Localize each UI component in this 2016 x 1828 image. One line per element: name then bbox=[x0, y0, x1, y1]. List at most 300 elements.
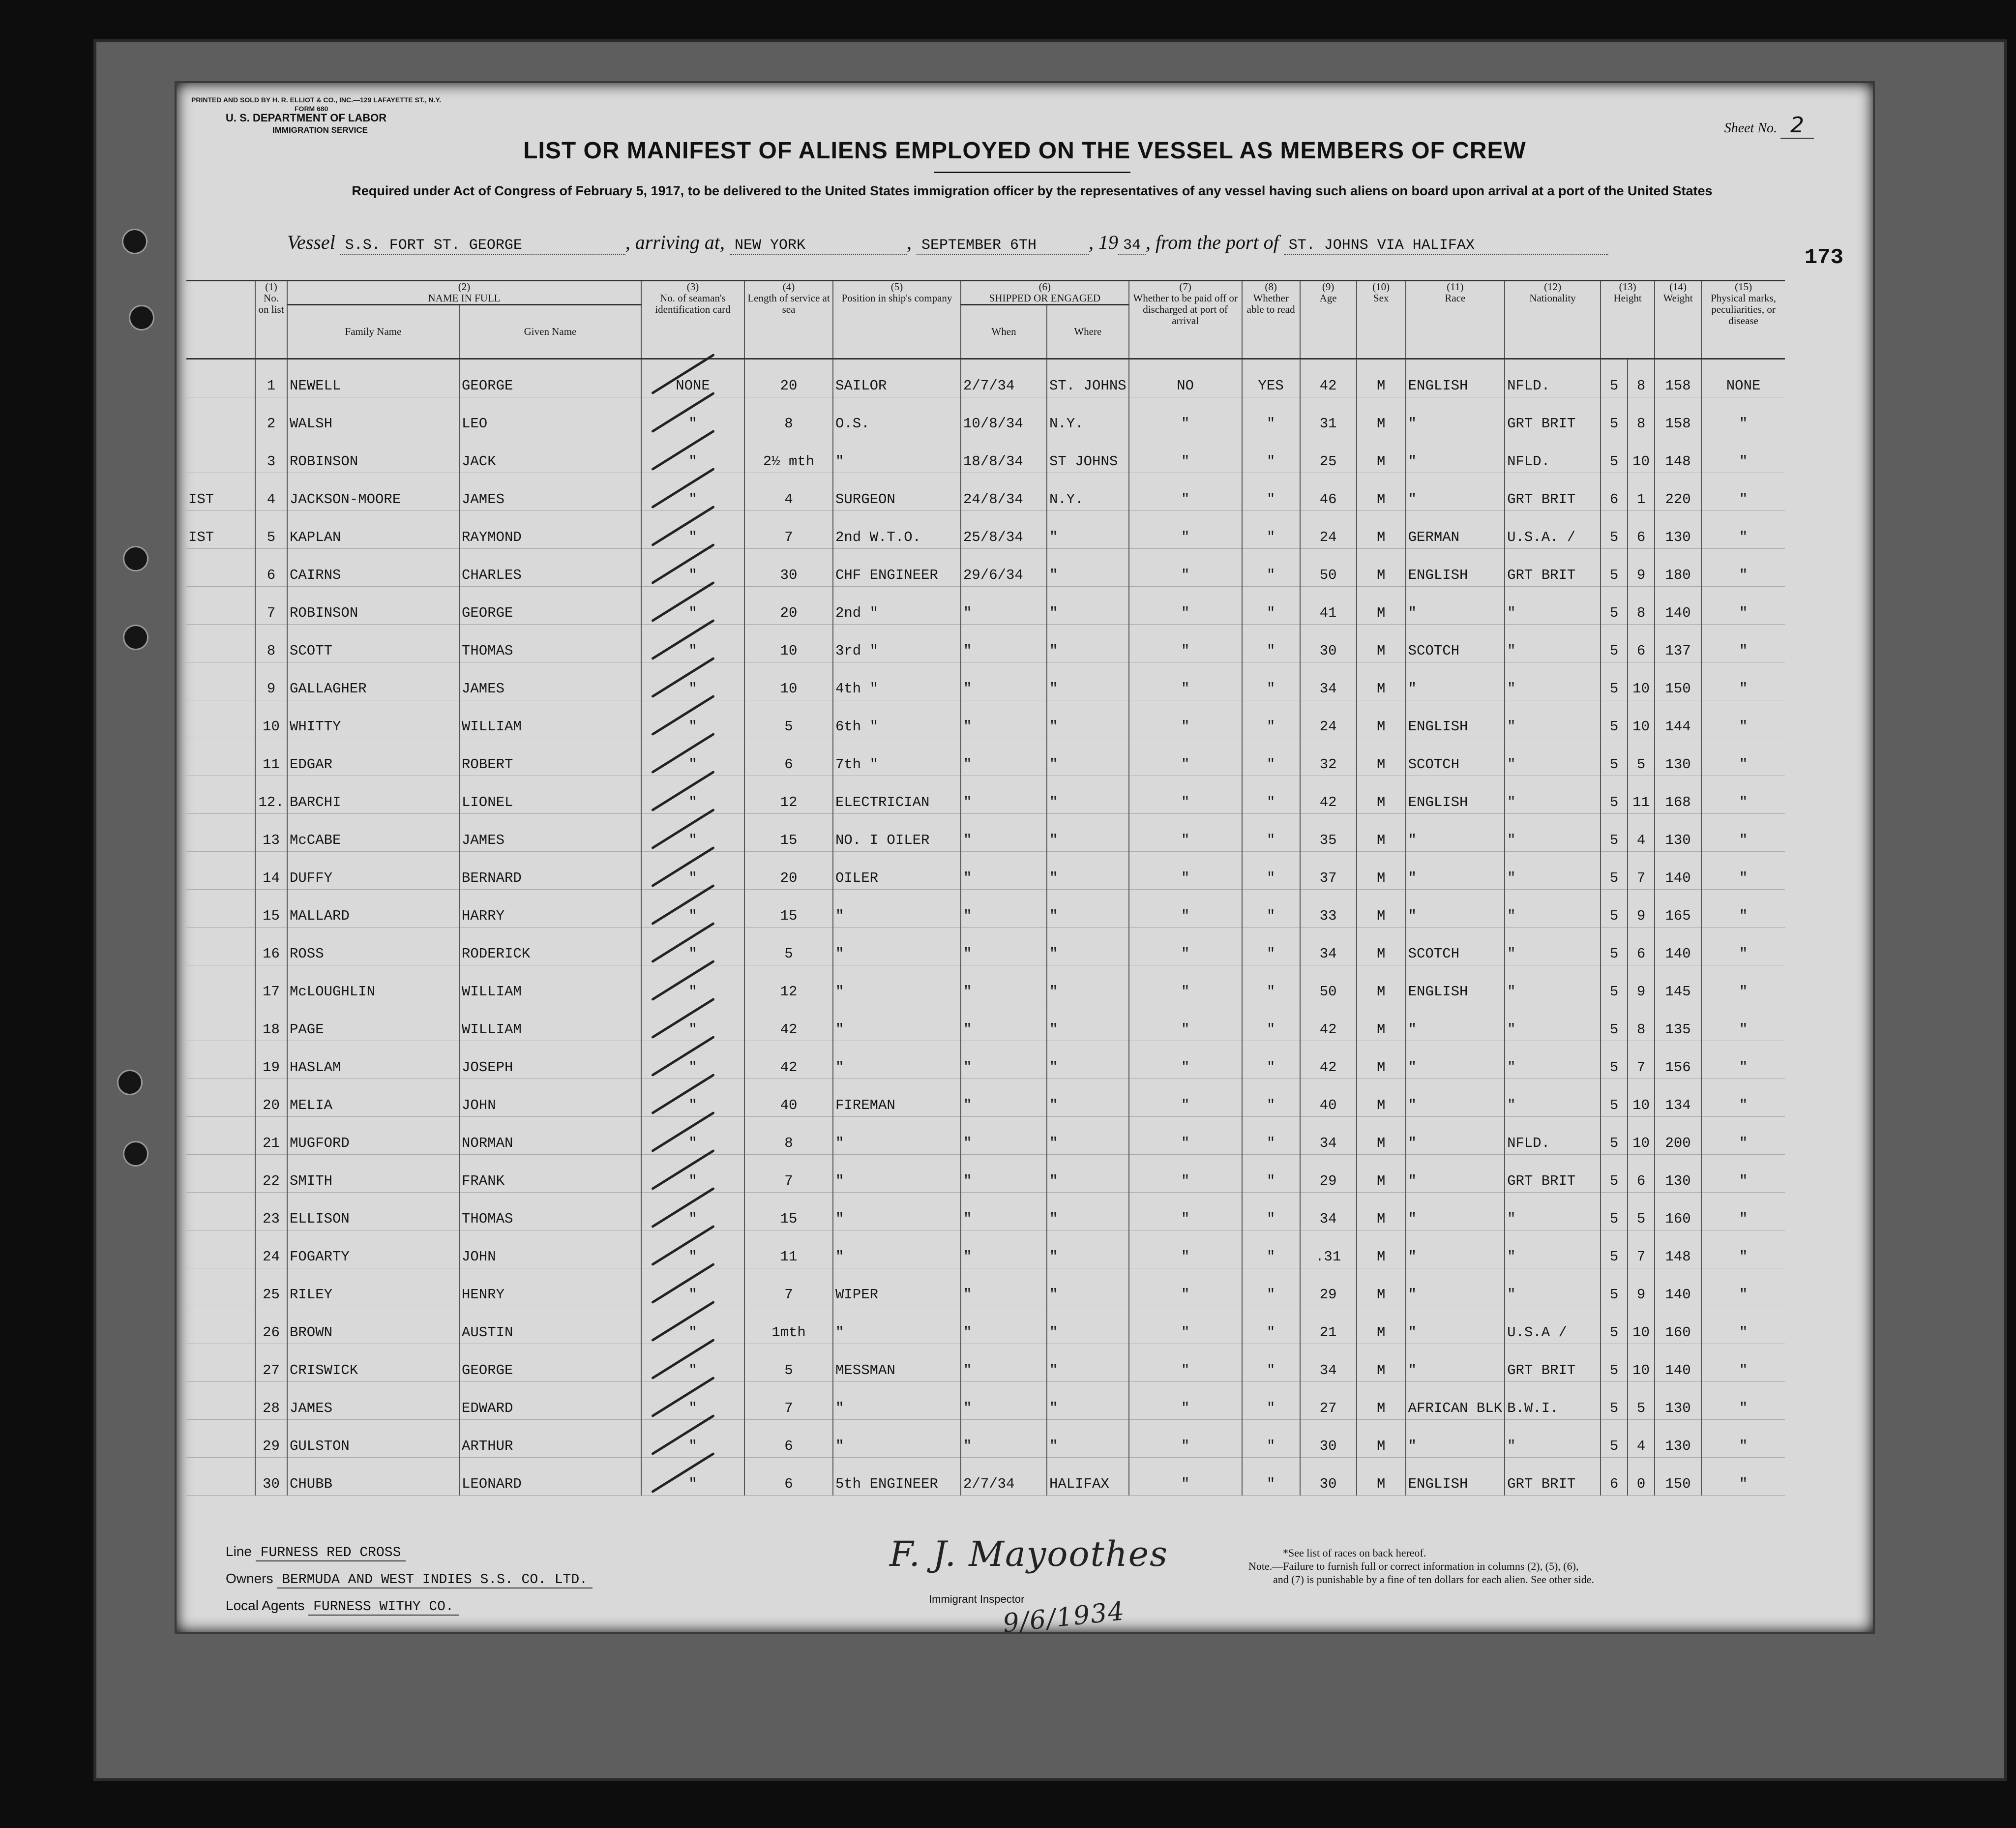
cell-height-inches: 10 bbox=[1628, 662, 1655, 700]
cell-paid-off: " bbox=[1129, 1041, 1242, 1079]
agents-field bbox=[226, 1598, 459, 1615]
cell-id-card: " bbox=[641, 700, 744, 738]
table-row bbox=[186, 1193, 1785, 1230]
cell-service-length: 20 bbox=[744, 359, 833, 397]
cell-given-name: WILLIAM bbox=[459, 1003, 641, 1041]
cell-nationality: GRT BRIT bbox=[1505, 1458, 1601, 1496]
cell-shipped-where: " bbox=[1047, 549, 1129, 587]
cell-age: 34 bbox=[1300, 1193, 1357, 1230]
cell-position: 2nd W.T.O. bbox=[833, 511, 961, 549]
cell-paid-off: " bbox=[1129, 928, 1242, 965]
cell-height-feet: 5 bbox=[1601, 1420, 1628, 1458]
cell-height-inches: 9 bbox=[1628, 549, 1655, 587]
cell-physical-marks: NONE bbox=[1701, 359, 1785, 397]
cell-height-inches: 5 bbox=[1628, 738, 1655, 776]
cell-race: " bbox=[1406, 473, 1505, 511]
table-row bbox=[186, 1155, 1785, 1193]
cell-service-length: 11 bbox=[744, 1230, 833, 1268]
col-race-header: (11) Race bbox=[1406, 281, 1505, 359]
cell-physical-marks: " bbox=[1701, 738, 1785, 776]
cell-height-feet: 5 bbox=[1601, 435, 1628, 473]
cell-position: 4th " bbox=[833, 662, 961, 700]
cell-height-feet: 5 bbox=[1601, 625, 1628, 662]
cell-service-length: 6 bbox=[744, 738, 833, 776]
cell-able-to-read: " bbox=[1242, 965, 1300, 1003]
col-nationality-header: (12) Nationality bbox=[1505, 281, 1601, 359]
col-height-header: (13) Height bbox=[1601, 281, 1655, 359]
inspector-label: Immigrant Inspector bbox=[929, 1593, 1025, 1605]
cell-shipped-when: " bbox=[961, 1079, 1047, 1117]
cell-family-name: CRISWICK bbox=[287, 1344, 459, 1382]
cell-height-feet: 5 bbox=[1601, 549, 1628, 587]
cell-race: " bbox=[1406, 852, 1505, 890]
cell-margin-annotation bbox=[186, 587, 255, 625]
cell-id-card: " bbox=[641, 435, 744, 473]
cell-height-feet: 5 bbox=[1601, 1268, 1628, 1306]
cell-position: 6th " bbox=[833, 700, 961, 738]
col-service-header: (4) Length of service at sea bbox=[744, 281, 833, 359]
cell-list-number: 22 bbox=[255, 1155, 287, 1193]
cell-id-card: " bbox=[641, 1117, 744, 1155]
cell-weight: 168 bbox=[1655, 776, 1701, 814]
cell-list-number: 19 bbox=[255, 1041, 287, 1079]
cell-family-name: KAPLAN bbox=[287, 511, 459, 549]
cell-family-name: ROSS bbox=[287, 928, 459, 965]
arrival-date: SEPTEMBER 6TH bbox=[917, 237, 1089, 255]
cell-given-name: CHARLES bbox=[459, 549, 641, 587]
cell-able-to-read: " bbox=[1242, 625, 1300, 662]
footnote-penalty-2: and (7) is punishable by a fine of ten dollars for each alien. See other side. bbox=[1273, 1573, 1595, 1586]
cell-position: " bbox=[833, 1041, 961, 1079]
cell-family-name: JAMES bbox=[287, 1382, 459, 1420]
cell-family-name: CAIRNS bbox=[287, 549, 459, 587]
cell-shipped-when: " bbox=[961, 852, 1047, 890]
cell-paid-off: " bbox=[1129, 549, 1242, 587]
cell-age: 42 bbox=[1300, 1041, 1357, 1079]
cell-height-inches: 5 bbox=[1628, 1382, 1655, 1420]
cell-able-to-read: " bbox=[1242, 397, 1300, 435]
cell-position: " bbox=[833, 928, 961, 965]
cell-shipped-when: " bbox=[961, 1193, 1047, 1230]
cell-sex: M bbox=[1357, 890, 1406, 928]
cell-able-to-read: " bbox=[1242, 1003, 1300, 1041]
cell-id-card: " bbox=[641, 1344, 744, 1382]
cell-list-number: 18 bbox=[255, 1003, 287, 1041]
cell-sex: M bbox=[1357, 511, 1406, 549]
cell-sex: M bbox=[1357, 1420, 1406, 1458]
cell-physical-marks: " bbox=[1701, 397, 1785, 435]
cell-list-number: 23 bbox=[255, 1193, 287, 1230]
cell-able-to-read: " bbox=[1242, 700, 1300, 738]
cell-paid-off: " bbox=[1129, 1458, 1242, 1496]
cell-able-to-read: " bbox=[1242, 587, 1300, 625]
col-no-header: (1) No. on list bbox=[255, 281, 287, 359]
cell-shipped-when: " bbox=[961, 814, 1047, 852]
cell-weight: 160 bbox=[1655, 1306, 1701, 1344]
cell-margin-annotation bbox=[186, 1458, 255, 1496]
cell-physical-marks: " bbox=[1701, 587, 1785, 625]
cell-family-name: BARCHI bbox=[287, 776, 459, 814]
cell-shipped-where: " bbox=[1047, 1382, 1129, 1420]
cell-nationality: " bbox=[1505, 1193, 1601, 1230]
cell-physical-marks: " bbox=[1701, 1230, 1785, 1268]
cell-nationality: " bbox=[1505, 1420, 1601, 1458]
cell-paid-off: " bbox=[1129, 776, 1242, 814]
sheet-number-label: Sheet No. bbox=[1724, 120, 1777, 136]
cell-able-to-read: " bbox=[1242, 1193, 1300, 1230]
cell-service-length: 7 bbox=[744, 1382, 833, 1420]
cell-paid-off: " bbox=[1129, 511, 1242, 549]
binder-hole bbox=[129, 305, 154, 330]
cell-age: 34 bbox=[1300, 1117, 1357, 1155]
cell-shipped-where: ST JOHNS bbox=[1047, 435, 1129, 473]
cell-id-card: " bbox=[641, 1382, 744, 1420]
cell-margin-annotation bbox=[186, 1117, 255, 1155]
cell-nationality: " bbox=[1505, 1003, 1601, 1041]
cell-height-inches: 5 bbox=[1628, 1193, 1655, 1230]
cell-list-number: 6 bbox=[255, 549, 287, 587]
cell-shipped-when: 2/7/34 bbox=[961, 1458, 1047, 1496]
cell-nationality: " bbox=[1505, 928, 1601, 965]
cell-service-length: 4 bbox=[744, 473, 833, 511]
cell-height-feet: 6 bbox=[1601, 1458, 1628, 1496]
cell-weight: 148 bbox=[1655, 1230, 1701, 1268]
cell-sex: M bbox=[1357, 700, 1406, 738]
cell-margin-annotation bbox=[186, 700, 255, 738]
cell-list-number: 27 bbox=[255, 1344, 287, 1382]
table-row bbox=[186, 1382, 1785, 1420]
cell-id-card: " bbox=[641, 1306, 744, 1344]
owners-label: Owners bbox=[226, 1571, 273, 1586]
table-row bbox=[186, 1079, 1785, 1117]
table-row bbox=[186, 1344, 1785, 1382]
binder-hole bbox=[123, 1141, 148, 1167]
cell-sex: M bbox=[1357, 549, 1406, 587]
cell-weight: 135 bbox=[1655, 1003, 1701, 1041]
cell-height-inches: 10 bbox=[1628, 435, 1655, 473]
cell-able-to-read: " bbox=[1242, 1155, 1300, 1193]
cell-height-inches: 11 bbox=[1628, 776, 1655, 814]
cell-height-inches: 10 bbox=[1628, 1344, 1655, 1382]
cell-shipped-when: 29/6/34 bbox=[961, 549, 1047, 587]
footnote-races: *See list of races on back hereof. bbox=[1283, 1547, 1426, 1559]
cell-race: " bbox=[1406, 1041, 1505, 1079]
table-row bbox=[186, 435, 1785, 473]
cell-given-name: WILLIAM bbox=[459, 700, 641, 738]
cell-nationality: NFLD. bbox=[1505, 435, 1601, 473]
cell-height-inches: 8 bbox=[1628, 359, 1655, 397]
inspector-signature: F. J. Mayoothes bbox=[889, 1534, 1169, 1574]
cell-shipped-where: " bbox=[1047, 587, 1129, 625]
cell-family-name: McLOUGHLIN bbox=[287, 965, 459, 1003]
cell-margin-annotation bbox=[186, 1003, 255, 1041]
cell-list-number: 29 bbox=[255, 1420, 287, 1458]
cell-physical-marks: " bbox=[1701, 1268, 1785, 1306]
cell-shipped-when: 25/8/34 bbox=[961, 511, 1047, 549]
cell-race: " bbox=[1406, 890, 1505, 928]
cell-position: " bbox=[833, 1230, 961, 1268]
cell-paid-off: " bbox=[1129, 1117, 1242, 1155]
cell-height-feet: 5 bbox=[1601, 814, 1628, 852]
cell-race: SCOTCH bbox=[1406, 625, 1505, 662]
cell-shipped-where: " bbox=[1047, 814, 1129, 852]
crew-manifest-table bbox=[186, 280, 1785, 1496]
col-age-header: (9) Age bbox=[1300, 281, 1357, 359]
cell-race: ENGLISH bbox=[1406, 549, 1505, 587]
cell-sex: M bbox=[1357, 1230, 1406, 1268]
printer-line: PRINTED AND SOLD BY H. R. ELLIOT & CO., INC.—129 LAFAYETTE ST., N.Y. bbox=[191, 96, 442, 104]
cell-race: AFRICAN BLK bbox=[1406, 1382, 1505, 1420]
cell-sex: M bbox=[1357, 738, 1406, 776]
cell-height-feet: 5 bbox=[1601, 965, 1628, 1003]
table-header bbox=[186, 281, 1785, 359]
cell-given-name: THOMAS bbox=[459, 1193, 641, 1230]
cell-physical-marks: " bbox=[1701, 814, 1785, 852]
line-field bbox=[226, 1544, 406, 1560]
cell-age: 50 bbox=[1300, 549, 1357, 587]
binder-hole bbox=[123, 546, 148, 571]
cell-able-to-read: " bbox=[1242, 852, 1300, 890]
cell-height-inches: 6 bbox=[1628, 928, 1655, 965]
cell-paid-off: NO bbox=[1129, 359, 1242, 397]
footnote bbox=[1248, 1546, 1594, 1586]
cell-age: 30 bbox=[1300, 1458, 1357, 1496]
cell-nationality: " bbox=[1505, 1041, 1601, 1079]
cell-paid-off: " bbox=[1129, 473, 1242, 511]
cell-id-card: " bbox=[641, 1041, 744, 1079]
year-prefix: , 19 bbox=[1089, 231, 1118, 253]
cell-weight: 140 bbox=[1655, 1268, 1701, 1306]
table-row bbox=[186, 1003, 1785, 1041]
cell-height-inches: 4 bbox=[1628, 1420, 1655, 1458]
service-name: IMMIGRATION SERVICE bbox=[272, 125, 368, 135]
cell-able-to-read: " bbox=[1242, 1306, 1300, 1344]
cell-age: 34 bbox=[1300, 928, 1357, 965]
cell-able-to-read: " bbox=[1242, 890, 1300, 928]
binder-hole bbox=[123, 625, 148, 650]
cell-position: 3rd " bbox=[833, 625, 961, 662]
cell-family-name: McCABE bbox=[287, 814, 459, 852]
cell-family-name: MUGFORD bbox=[287, 1117, 459, 1155]
cell-sex: M bbox=[1357, 1306, 1406, 1344]
voyage-line: Vessel S.S. FORT ST. GEORGE , arriving at, NEW YORK , SEPTEMBER 6TH , 19 34 , from the port of ST. JOHNS VIA HALIFAX bbox=[287, 231, 1608, 255]
cell-shipped-where: " bbox=[1047, 1344, 1129, 1382]
cell-sex: M bbox=[1357, 473, 1406, 511]
cell-weight: 160 bbox=[1655, 1193, 1701, 1230]
cell-paid-off: " bbox=[1129, 587, 1242, 625]
cell-id-card: " bbox=[641, 1079, 744, 1117]
cell-physical-marks: " bbox=[1701, 625, 1785, 662]
cell-list-number: 26 bbox=[255, 1306, 287, 1344]
cell-list-number: 3 bbox=[255, 435, 287, 473]
cell-height-inches: 10 bbox=[1628, 1117, 1655, 1155]
cell-able-to-read: " bbox=[1242, 1079, 1300, 1117]
manifest-sheet bbox=[175, 81, 1875, 1639]
table-row bbox=[186, 587, 1785, 625]
cell-age: 34 bbox=[1300, 662, 1357, 700]
cell-nationality: NFLD. bbox=[1505, 359, 1601, 397]
cell-given-name: GEORGE bbox=[459, 587, 641, 625]
cell-service-length: 7 bbox=[744, 1268, 833, 1306]
cell-margin-annotation bbox=[186, 1420, 255, 1458]
cell-weight: 180 bbox=[1655, 549, 1701, 587]
table-row bbox=[186, 662, 1785, 700]
cell-able-to-read: " bbox=[1242, 549, 1300, 587]
cell-nationality: " bbox=[1505, 587, 1601, 625]
cell-nationality: " bbox=[1505, 1079, 1601, 1117]
cell-race: " bbox=[1406, 397, 1505, 435]
cell-position: O.S. bbox=[833, 397, 961, 435]
cell-physical-marks: " bbox=[1701, 1306, 1785, 1344]
cell-position: " bbox=[833, 1420, 961, 1458]
cell-able-to-read: " bbox=[1242, 662, 1300, 700]
cell-height-feet: 5 bbox=[1601, 587, 1628, 625]
cell-physical-marks: " bbox=[1701, 890, 1785, 928]
cell-position: NO. I OILER bbox=[833, 814, 961, 852]
cell-shipped-where: " bbox=[1047, 1155, 1129, 1193]
cell-sex: M bbox=[1357, 965, 1406, 1003]
cell-race: " bbox=[1406, 1155, 1505, 1193]
cell-given-name: ARTHUR bbox=[459, 1420, 641, 1458]
col-shipped-header: (6) SHIPPED OR ENGAGED bbox=[961, 281, 1129, 305]
cell-family-name: ROBINSON bbox=[287, 587, 459, 625]
cell-able-to-read: " bbox=[1242, 473, 1300, 511]
cell-nationality: " bbox=[1505, 776, 1601, 814]
cell-margin-annotation bbox=[186, 662, 255, 700]
cell-age: 42 bbox=[1300, 776, 1357, 814]
sheet-number-field bbox=[1724, 113, 1814, 138]
cell-nationality: U.S.A / bbox=[1505, 1306, 1601, 1344]
cell-list-number: 20 bbox=[255, 1079, 287, 1117]
cell-height-feet: 5 bbox=[1601, 890, 1628, 928]
cell-position: " bbox=[833, 435, 961, 473]
cell-given-name: GEORGE bbox=[459, 359, 641, 397]
cell-sex: M bbox=[1357, 1344, 1406, 1382]
cell-weight: 220 bbox=[1655, 473, 1701, 511]
cell-position: " bbox=[833, 1155, 961, 1193]
cell-margin-annotation bbox=[186, 890, 255, 928]
cell-nationality: GRT BRIT bbox=[1505, 549, 1601, 587]
cell-service-length: 5 bbox=[744, 1344, 833, 1382]
cell-able-to-read: " bbox=[1242, 1268, 1300, 1306]
cell-position: " bbox=[833, 1306, 961, 1344]
cell-service-length: 40 bbox=[744, 1079, 833, 1117]
cell-sex: M bbox=[1357, 1193, 1406, 1230]
cell-height-feet: 5 bbox=[1601, 397, 1628, 435]
cell-list-number: 5 bbox=[255, 511, 287, 549]
cell-height-feet: 5 bbox=[1601, 928, 1628, 965]
col-given-name-header: Given Name bbox=[459, 305, 641, 359]
table-row bbox=[186, 1041, 1785, 1079]
cell-paid-off: " bbox=[1129, 1155, 1242, 1193]
cell-shipped-where: " bbox=[1047, 852, 1129, 890]
cell-id-card: " bbox=[641, 814, 744, 852]
cell-position: MESSMAN bbox=[833, 1344, 961, 1382]
cell-able-to-read: " bbox=[1242, 1420, 1300, 1458]
cell-list-number: 17 bbox=[255, 965, 287, 1003]
cell-height-inches: 6 bbox=[1628, 625, 1655, 662]
cell-height-feet: 5 bbox=[1601, 1306, 1628, 1344]
cell-age: 35 bbox=[1300, 814, 1357, 852]
cell-shipped-where: N.Y. bbox=[1047, 397, 1129, 435]
cell-able-to-read: " bbox=[1242, 1344, 1300, 1382]
cell-shipped-where: " bbox=[1047, 511, 1129, 549]
cell-able-to-read: " bbox=[1242, 511, 1300, 549]
cell-height-feet: 5 bbox=[1601, 738, 1628, 776]
cell-height-feet: 5 bbox=[1601, 359, 1628, 397]
cell-id-card: " bbox=[641, 890, 744, 928]
cell-shipped-where: " bbox=[1047, 1306, 1129, 1344]
cell-margin-annotation bbox=[186, 852, 255, 890]
cell-height-feet: 6 bbox=[1601, 473, 1628, 511]
cell-weight: 140 bbox=[1655, 587, 1701, 625]
cell-race: " bbox=[1406, 435, 1505, 473]
cell-weight: 200 bbox=[1655, 1117, 1701, 1155]
cell-paid-off: " bbox=[1129, 1306, 1242, 1344]
cell-family-name: JACKSON-MOORE bbox=[287, 473, 459, 511]
cell-race: SCOTCH bbox=[1406, 738, 1505, 776]
col-paid-header: (7) Whether to be paid off or discharged at port of arrival bbox=[1129, 281, 1242, 359]
cell-service-length: 1mth bbox=[744, 1306, 833, 1344]
cell-service-length: 10 bbox=[744, 662, 833, 700]
cell-id-card: " bbox=[641, 1193, 744, 1230]
line-label: Line bbox=[226, 1544, 252, 1559]
cell-list-number: 16 bbox=[255, 928, 287, 965]
cell-margin-annotation bbox=[186, 359, 255, 397]
table-row bbox=[186, 625, 1785, 662]
cell-margin-annotation: IST bbox=[186, 511, 255, 549]
inspection-date: 9/6/1934 bbox=[1001, 1596, 1127, 1639]
cell-height-inches: 7 bbox=[1628, 1041, 1655, 1079]
cell-service-length: 7 bbox=[744, 1155, 833, 1193]
cell-physical-marks: " bbox=[1701, 700, 1785, 738]
cell-weight: 134 bbox=[1655, 1079, 1701, 1117]
cell-height-feet: 5 bbox=[1601, 776, 1628, 814]
cell-race: " bbox=[1406, 1268, 1505, 1306]
cell-position: " bbox=[833, 1117, 961, 1155]
cell-shipped-when: " bbox=[961, 700, 1047, 738]
cell-weight: 140 bbox=[1655, 852, 1701, 890]
cell-list-number: 25 bbox=[255, 1268, 287, 1306]
cell-race: ENGLISH bbox=[1406, 965, 1505, 1003]
cell-physical-marks: " bbox=[1701, 1382, 1785, 1420]
cell-margin-annotation bbox=[186, 776, 255, 814]
cell-list-number: 11 bbox=[255, 738, 287, 776]
cell-shipped-when: 10/8/34 bbox=[961, 397, 1047, 435]
cell-physical-marks: " bbox=[1701, 928, 1785, 965]
cell-paid-off: " bbox=[1129, 662, 1242, 700]
sheet-number-value: 2 bbox=[1780, 113, 1814, 139]
cell-age: 21 bbox=[1300, 1306, 1357, 1344]
cell-physical-marks: " bbox=[1701, 1458, 1785, 1496]
binder-hole bbox=[117, 1070, 143, 1095]
cell-given-name: GEORGE bbox=[459, 1344, 641, 1382]
cell-family-name: BROWN bbox=[287, 1306, 459, 1344]
cell-id-card: " bbox=[641, 965, 744, 1003]
cell-height-feet: 5 bbox=[1601, 1155, 1628, 1193]
cell-family-name: PAGE bbox=[287, 1003, 459, 1041]
cell-height-feet: 5 bbox=[1601, 1344, 1628, 1382]
cell-race: ENGLISH bbox=[1406, 359, 1505, 397]
cell-margin-annotation bbox=[186, 1041, 255, 1079]
cell-paid-off: " bbox=[1129, 1420, 1242, 1458]
cell-id-card: " bbox=[641, 738, 744, 776]
cell-list-number: 14 bbox=[255, 852, 287, 890]
cell-list-number: 28 bbox=[255, 1382, 287, 1420]
cell-nationality: " bbox=[1505, 1268, 1601, 1306]
cell-physical-marks: " bbox=[1701, 1344, 1785, 1382]
cell-id-card: " bbox=[641, 928, 744, 965]
